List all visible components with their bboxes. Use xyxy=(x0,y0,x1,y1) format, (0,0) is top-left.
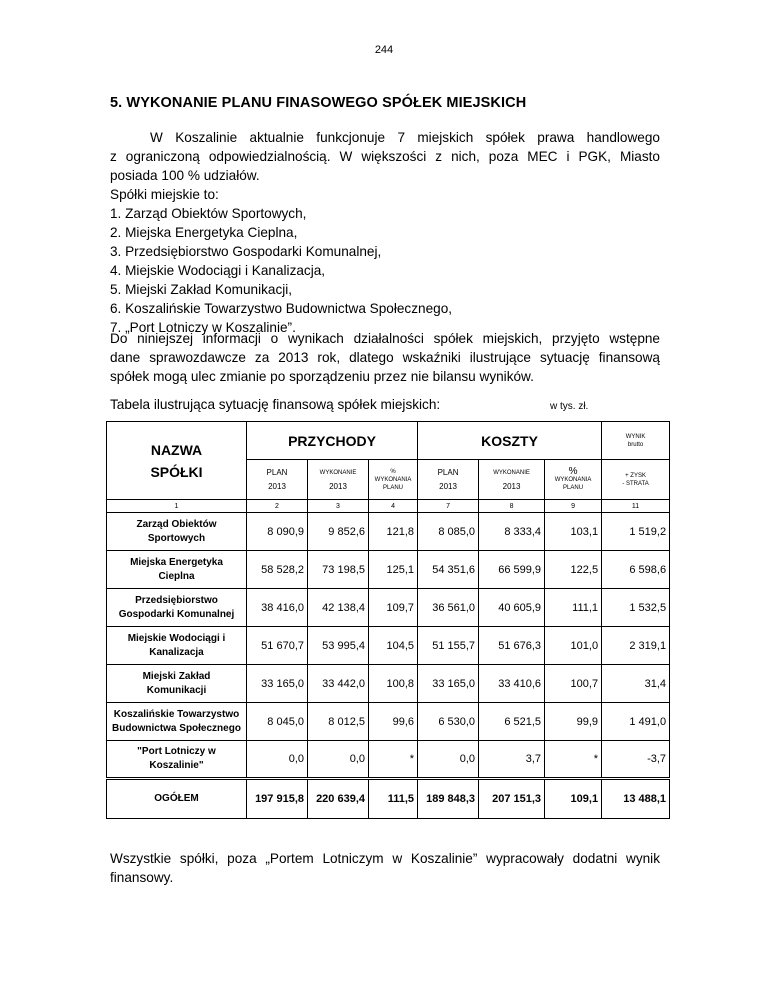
value-cell: 8 045,0 xyxy=(247,703,308,741)
value-cell: 100,8 xyxy=(369,665,418,703)
value-cell: 100,7 xyxy=(545,665,602,703)
pct-label: PLANU xyxy=(383,484,404,491)
value-cell: 109,7 xyxy=(369,589,418,627)
value-cell: 31,4 xyxy=(602,665,670,703)
income-exec-header xyxy=(308,460,369,500)
company-name-line: Miejskie Wodociągi i xyxy=(127,632,226,644)
list-item: 2. Miejska Energetyka Cieplna, xyxy=(110,225,298,240)
value-cell: 122,5 xyxy=(545,551,602,589)
value-cell: 8 333,4 xyxy=(479,513,545,551)
index-cell: 3 xyxy=(308,500,369,513)
company-name-cell xyxy=(107,741,247,779)
value-cell: 33 165,0 xyxy=(247,665,308,703)
companies-list xyxy=(110,204,660,337)
financial-table-wrapper xyxy=(106,421,669,831)
value-cell: 51 155,7 xyxy=(418,627,479,665)
year-label: 2013 xyxy=(268,481,286,491)
index-cell: 1 xyxy=(107,500,247,513)
table-body xyxy=(107,513,670,779)
value-cell: 6 530,0 xyxy=(418,703,479,741)
value-cell: 33 442,0 xyxy=(308,665,369,703)
total-row xyxy=(107,779,670,819)
table-row xyxy=(107,665,670,703)
value-cell: 103,1 xyxy=(545,513,602,551)
conclusion-line: Wszystkie spółki, poza „Portem Lotniczym w Koszalinie” wypracowały dodatni wynik xyxy=(110,851,660,866)
value-cell: 73 198,5 xyxy=(308,551,369,589)
result-header-line: WYNIK xyxy=(625,433,646,440)
list-item: 5. Miejski Zakład Komunikacji, xyxy=(110,282,293,297)
company-name-line: Miejski Zakład xyxy=(142,670,211,682)
value-cell: 58 528,2 xyxy=(247,551,308,589)
company-name-line: Komunikacji xyxy=(146,684,207,696)
value-cell: 8 012,5 xyxy=(308,703,369,741)
costs-exec-header xyxy=(479,460,545,500)
company-name-line: Sportowych xyxy=(147,532,206,544)
intro-line: W Koszalinie aktualnie funkcjonuje 7 miejskich spółek prawa handlowego xyxy=(150,130,660,145)
value-cell: 51 670,7 xyxy=(247,627,308,665)
value-cell: 125,1 xyxy=(369,551,418,589)
list-item: 7. „Port Lotniczy w Koszalinie”. xyxy=(110,320,296,335)
company-name-line: Koszalińskie Towarzystwo xyxy=(113,708,240,720)
index-cell: 9 xyxy=(545,500,602,513)
value-cell: 38 416,0 xyxy=(247,589,308,627)
income-header: PRZYCHODY xyxy=(247,422,418,460)
table-caption: Tabela ilustrująca sytuację finansową spółek miejskich: xyxy=(110,397,441,412)
value-cell: 1 532,5 xyxy=(602,589,670,627)
value-cell: 53 995,4 xyxy=(308,627,369,665)
year-label: 2013 xyxy=(439,481,457,491)
result-header xyxy=(602,422,670,460)
index-cell: 2 xyxy=(247,500,308,513)
value-cell: 0,0 xyxy=(418,741,479,779)
total-label: OGÓŁEM xyxy=(107,779,247,819)
company-name-line: Budownictwa Społecznego xyxy=(112,722,241,734)
pct-symbol: % xyxy=(568,465,578,477)
profit-label: + ZYSK xyxy=(625,472,646,479)
total-cell: 207 151,3 xyxy=(479,779,545,819)
total-cell: 197 915,8 xyxy=(247,779,308,819)
list-item: 4. Miejskie Wodociągi i Kanalizacja, xyxy=(110,263,326,278)
index-cell: 8 xyxy=(479,500,545,513)
company-name-line: Koszalinie" xyxy=(149,760,204,771)
list-intro: Spółki miejskie to: xyxy=(110,187,219,202)
total-cell: 189 848,3 xyxy=(418,779,479,819)
table-row xyxy=(107,741,670,779)
index-cell: 7 xyxy=(418,500,479,513)
name-header-line: NAZWA xyxy=(150,441,203,458)
list-item: 6. Koszalińskie Towarzystwo Budownictwa Społecznego, xyxy=(110,301,453,316)
company-name-cell xyxy=(107,513,247,551)
value-cell: 6 598,6 xyxy=(602,551,670,589)
plan-label: PLAN xyxy=(437,467,459,477)
value-cell: 51 676,3 xyxy=(479,627,545,665)
plan-label: PLAN xyxy=(266,467,288,477)
intro-line: posiada 100 % udziałów. xyxy=(110,168,260,183)
company-name-line: Zarząd Obiektów xyxy=(136,518,217,530)
value-cell: 121,8 xyxy=(369,513,418,551)
value-cell: 36 561,0 xyxy=(418,589,479,627)
value-cell: 33 165,0 xyxy=(418,665,479,703)
note-line: spółek mogą ulec zmianie po sporządzeniu przez nie bilansu wyników. xyxy=(110,369,534,384)
value-cell: 6 521,5 xyxy=(479,703,545,741)
total-cell: 220 639,4 xyxy=(308,779,369,819)
loss-label: - STRATA xyxy=(622,480,649,487)
index-cell: 11 xyxy=(602,500,670,513)
year-label: 2013 xyxy=(502,481,521,491)
total-cell: 13 488,1 xyxy=(602,779,670,819)
pct-label: PLANU xyxy=(563,484,584,491)
company-name-line: "Port Lotniczy w xyxy=(137,746,216,757)
unit-label: w tys. zł. xyxy=(550,401,589,412)
table-row xyxy=(107,513,670,551)
value-cell: 0,0 xyxy=(308,741,369,779)
table-row xyxy=(107,703,670,741)
value-cell: 3,7 xyxy=(479,741,545,779)
intro-paragraph xyxy=(110,128,660,337)
costs-pct-header xyxy=(545,460,602,500)
value-cell: 111,1 xyxy=(545,589,602,627)
note-line: dane sprawozdawcze za 2013 rok, dlatego wskaźniki ilustrujące sytuację finansową xyxy=(110,350,660,365)
page-number: 244 xyxy=(374,44,394,56)
income-plan-header xyxy=(247,460,308,500)
total-cell: 111,5 xyxy=(369,779,418,819)
list-item: 1. Zarząd Obiektów Sportowych, xyxy=(110,206,307,221)
value-cell: 8 090,9 xyxy=(247,513,308,551)
value-cell: 99,6 xyxy=(369,703,418,741)
value-cell: 66 599,9 xyxy=(479,551,545,589)
company-name-cell xyxy=(107,551,247,589)
income-pct-header xyxy=(369,460,418,500)
pct-symbol: % xyxy=(390,468,396,475)
list-item: 3. Przedsiębiorstwo Gospodarki Komunalnej, xyxy=(110,244,382,259)
name-header xyxy=(107,422,247,500)
total-cell: 109,1 xyxy=(545,779,602,819)
result-sign-header xyxy=(602,460,670,500)
company-name-cell xyxy=(107,627,247,665)
value-cell: 40 605,9 xyxy=(479,589,545,627)
pct-label: WYKONANIA xyxy=(374,476,412,483)
costs-plan-header xyxy=(418,460,479,500)
value-cell: 33 410,6 xyxy=(479,665,545,703)
note-paragraph xyxy=(110,329,660,386)
value-cell: 54 351,6 xyxy=(418,551,479,589)
company-name-line: Cieplna xyxy=(158,570,195,582)
result-header-line: brutto xyxy=(627,441,644,448)
company-name-cell xyxy=(107,665,247,703)
costs-header: KOSZTY xyxy=(418,422,602,460)
value-cell: 1 519,2 xyxy=(602,513,670,551)
value-cell: 104,5 xyxy=(369,627,418,665)
year-label: 2013 xyxy=(329,481,347,491)
intro-line: z ograniczoną odpowiedzialnością. W większości z nich, poza MEC i PGK, Miasto xyxy=(110,149,660,164)
note-line: Do niniejszej informacji o wynikach działalności spółek miejskich, przyjęto wstępne xyxy=(110,331,660,346)
name-header-line: SPÓŁKI xyxy=(150,463,203,480)
index-cell: 4 xyxy=(369,500,418,513)
value-cell: 2 319,1 xyxy=(602,627,670,665)
company-name-line: Kanalizacja xyxy=(149,646,204,658)
execution-label: WYKONANIE xyxy=(319,469,357,476)
execution-label: WYKONANIE xyxy=(493,469,530,476)
value-cell: * xyxy=(545,741,602,779)
value-cell: 1 491,0 xyxy=(602,703,670,741)
conclusion-paragraph xyxy=(110,849,660,887)
table-row xyxy=(107,627,670,665)
financial-table xyxy=(106,421,670,819)
table-row xyxy=(107,551,670,589)
index-row xyxy=(107,500,670,513)
value-cell: 101,0 xyxy=(545,627,602,665)
section-heading: 5. WYKONANIE PLANU FINASOWEGO SPÓŁEK MIEJSKICH xyxy=(110,95,527,111)
company-name-line: Przedsiębiorstwo xyxy=(135,594,218,606)
value-cell: 9 852,6 xyxy=(308,513,369,551)
pct-label: WYKONANIA xyxy=(554,476,592,483)
value-cell: * xyxy=(369,741,418,779)
company-name-line: Miejska Energetyka xyxy=(130,556,223,568)
company-name-line: Gospodarki Komunalnej xyxy=(118,608,235,620)
value-cell: 42 138,4 xyxy=(308,589,369,627)
value-cell: 99,9 xyxy=(545,703,602,741)
company-name-cell xyxy=(107,589,247,627)
value-cell: 0,0 xyxy=(247,741,308,779)
value-cell: 8 085,0 xyxy=(418,513,479,551)
conclusion-line: finansowy. xyxy=(110,870,174,885)
company-name-cell xyxy=(107,703,247,741)
table-row xyxy=(107,589,670,627)
value-cell: -3,7 xyxy=(602,741,670,779)
